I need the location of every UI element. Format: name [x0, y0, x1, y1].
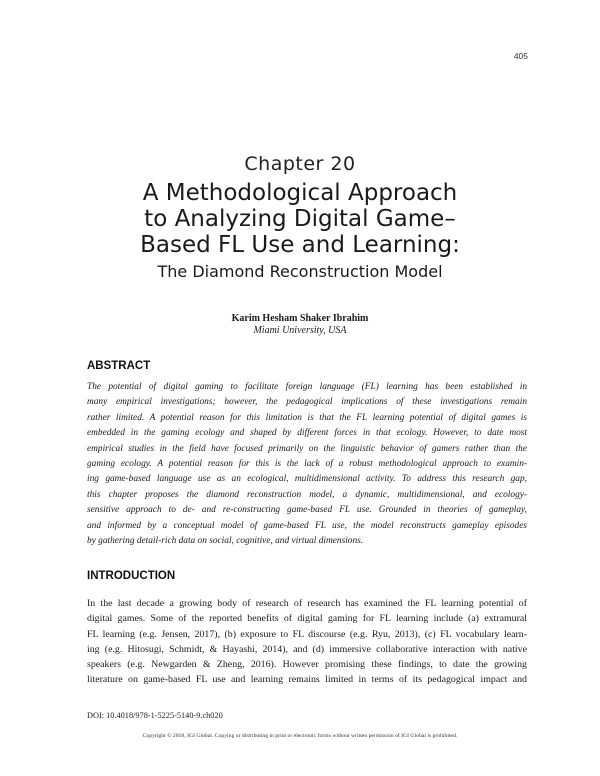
- introduction-line: digital games. Some of the reported benefits of digital gaming for FL learning include (a) extramural: [87, 613, 527, 625]
- doi: DOI: 10.4018/978-1-5225-5140-9.ch020: [87, 711, 223, 720]
- copyright-notice: Copyright © 2018, IGI Global. Copying or distributing in print or electronic forms without written permission of IGI Global is prohibited.: [142, 733, 458, 739]
- introduction-line: ing (e.g. Hitosugi, Schmidt, & Hayashi, 2014), and (d) immersive collaborative interaction with native: [87, 643, 527, 655]
- author-name: Karim Hesham Shaker Ibrahim: [231, 313, 369, 324]
- chapter-label: Chapter 20: [244, 153, 356, 175]
- abstract-line: The potential of digital gaming to facilitate foreign language (FL) learning has been established in: [87, 382, 527, 392]
- abstract-line: gaming ecology. A potential reason for this is the lack of a robust methodological approach to examin-: [87, 459, 527, 470]
- introduction-line: FL learning (e.g. Jensen, 2017), (b) exposure to FL discourse (e.g. Ryu, 2013), (c) FL vocabulary learn-: [87, 628, 527, 640]
- chapter-title-line: A Methodological Approach: [142, 180, 458, 206]
- introduction-line: literature on game-based FL use and learning remains limited in terms of its pedagogical impact and: [87, 674, 527, 686]
- chapter-subtitle: The Diamond Reconstruction Model: [157, 262, 443, 281]
- author-affiliation: Miami University, USA: [253, 325, 347, 336]
- introduction-line: speakers (e.g. Newgarden & Zheng, 2016). However promising these findings, to date the growing: [87, 659, 527, 671]
- chapter-title-line: to Analyzing Digital Game–: [144, 206, 456, 232]
- abstract-line: and informed by a conceptual model of game-based FL use, the model reconstructs gameplay episodes: [87, 520, 527, 531]
- abstract-line: ing game-based language use as an ecological, multidimensional activity. To address this research gap,: [87, 474, 527, 485]
- chapter-title-line: Based FL Use and Learning:: [140, 232, 460, 258]
- abstract-text: [87, 380, 527, 549]
- abstract-line: many empirical investigations; however, the pedagogical implications of these investigations remain: [87, 397, 527, 408]
- page-number: 405: [513, 51, 528, 61]
- introduction-heading: INTRODUCTION: [87, 570, 176, 582]
- abstract-line: empirical studies in the field have focused primarily on the linguistic behavior of gamers rather than the: [87, 443, 527, 454]
- abstract-line: embedded in the gaming ecology and shaped by different forces in that ecology. However, to date most: [87, 428, 527, 439]
- chapter-title: [60, 180, 540, 258]
- abstract-line: rather limited. A potential reason for this limitation is that the FL learning potential of digital games is: [87, 412, 527, 423]
- introduction-line: In the last decade a growing body of research of research has examined the FL learning potential of: [87, 598, 527, 609]
- abstract-line: this chapter proposes the diamond reconstruction model, a dynamic, multidimensional, and ecology-: [87, 489, 527, 500]
- abstract-line: sensitive approach to de- and re-constructing game-based FL use. Grounded in theories of gameplay,: [87, 505, 527, 516]
- introduction-text: [87, 596, 527, 688]
- abstract-heading: ABSTRACT: [87, 360, 151, 372]
- abstract-line: by gathering detail-rich data on social, cognitive, and virtual dimensions.: [87, 536, 364, 547]
